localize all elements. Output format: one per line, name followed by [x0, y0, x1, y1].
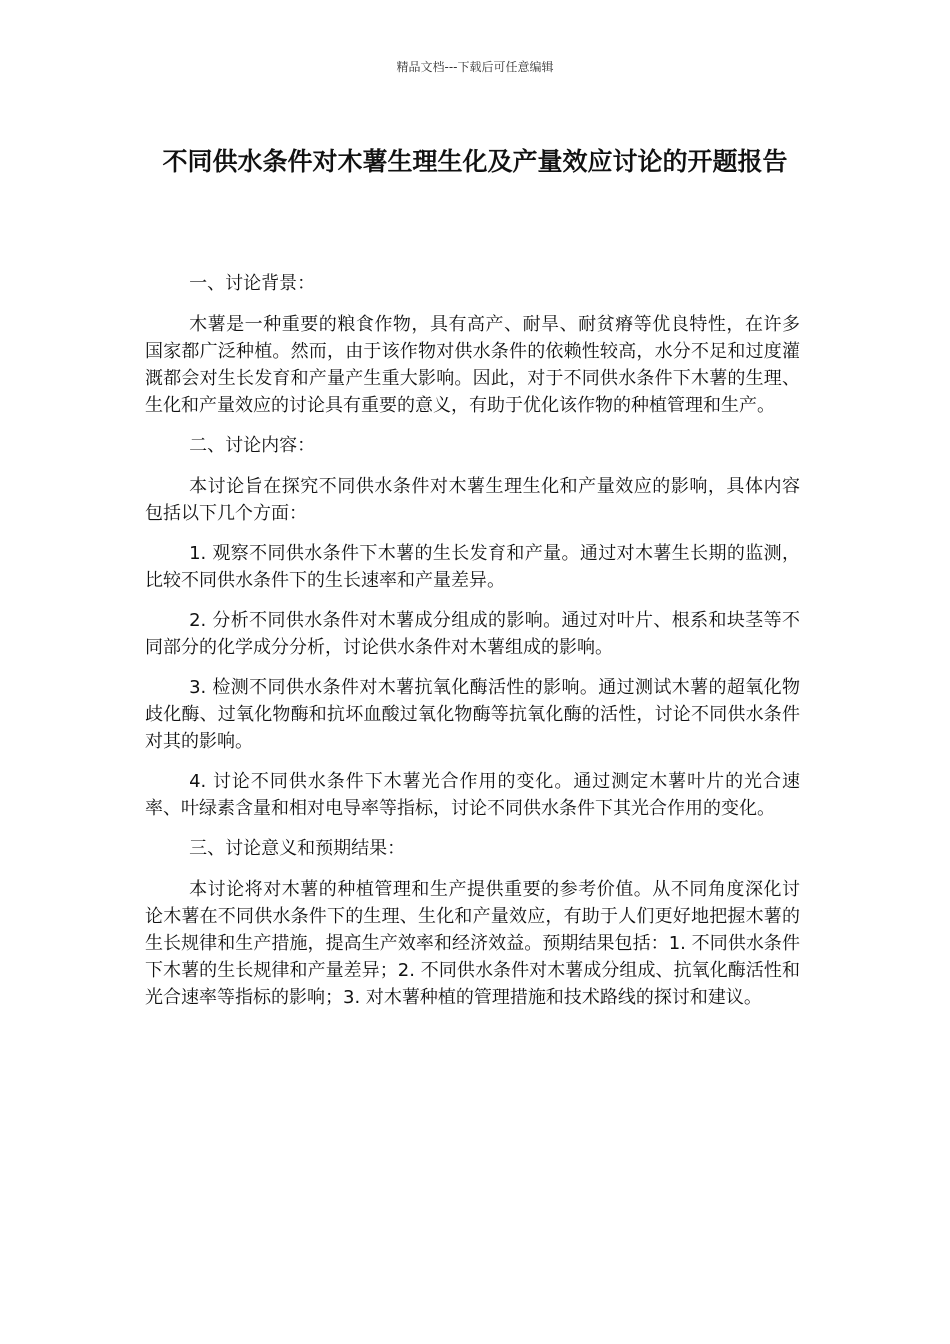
content-item-1: 1. 观察不同供水条件下木薯的生长发育和产量。通过对木薯生长期的监测，比较不同供水条件下的生长速率和产量差异。 — [145, 543, 800, 591]
content-item-3: 3. 检测不同供水条件对木薯抗氧化酶活性的影响。通过测试木薯的超氧化物歧化酶、过氧化物酶和抗坏血酸过氧化物酶等抗氧化酶的活性，讨论不同供水条件对其的影响。 — [145, 677, 800, 752]
content-item-2: 2. 分析不同供水条件对木薯成分组成的影响。通过对叶片、根系和块茎等不同部分的化学成分分析，讨论供水条件对木薯组成的影响。 — [145, 610, 800, 658]
document-title: 不同供水条件对木薯生理生化及产量效应讨论的开题报告 — [162, 147, 788, 176]
section-heading-background: 一、讨论背景： — [189, 273, 316, 294]
content-item-4: 4. 讨论不同供水条件下木薯光合作用的变化。通过测定木薯叶片的光合速率、叶绿素含量和相对电导率等指标，讨论不同供水条件下其光合作用的变化。 — [145, 771, 800, 819]
section-heading-content: 二、讨论内容： — [189, 435, 316, 456]
page-header-note: 精品文档---下载后可任意编辑 — [396, 60, 554, 74]
section-heading-significance: 三、讨论意义和预期结果： — [189, 838, 406, 859]
content-intro-paragraph: 本讨论旨在探究不同供水条件对木薯生理生化和产量效应的影响，具体内容包括以下几个方面： — [145, 476, 800, 524]
document-body — [145, 270, 800, 1024]
significance-paragraph: 本讨论将对木薯的种植管理和生产提供重要的参考价值。从不同角度深化讨论木薯在不同供水条件下的生理、生化和产量效应，有助于人们更好地把握木薯的生长规律和生产措施，提高生产效率和经济效益。预期结果包括：1. 不同供水条件下木薯的生长规律和产量差异；2. 不同供水条件对木薯成分组成、抗氧化酶活性和光合速率等指标的影响；3. 对木薯种植的管理措施和技术路线的探讨和建议。 — [145, 879, 800, 1008]
background-paragraph: 木薯是一种重要的粮食作物，具有高产、耐旱、耐贫瘠等优良特性，在许多国家都广泛种植。然而，由于该作物对供水条件的依赖性较高，水分不足和过度灌溉都会对生长发育和产量产生重大影响。因此，对于不同供水条件下木薯的生理、生化和产量效应的讨论具有重要的意义，有助于优化该作物的种植管理和生产。 — [145, 314, 800, 416]
